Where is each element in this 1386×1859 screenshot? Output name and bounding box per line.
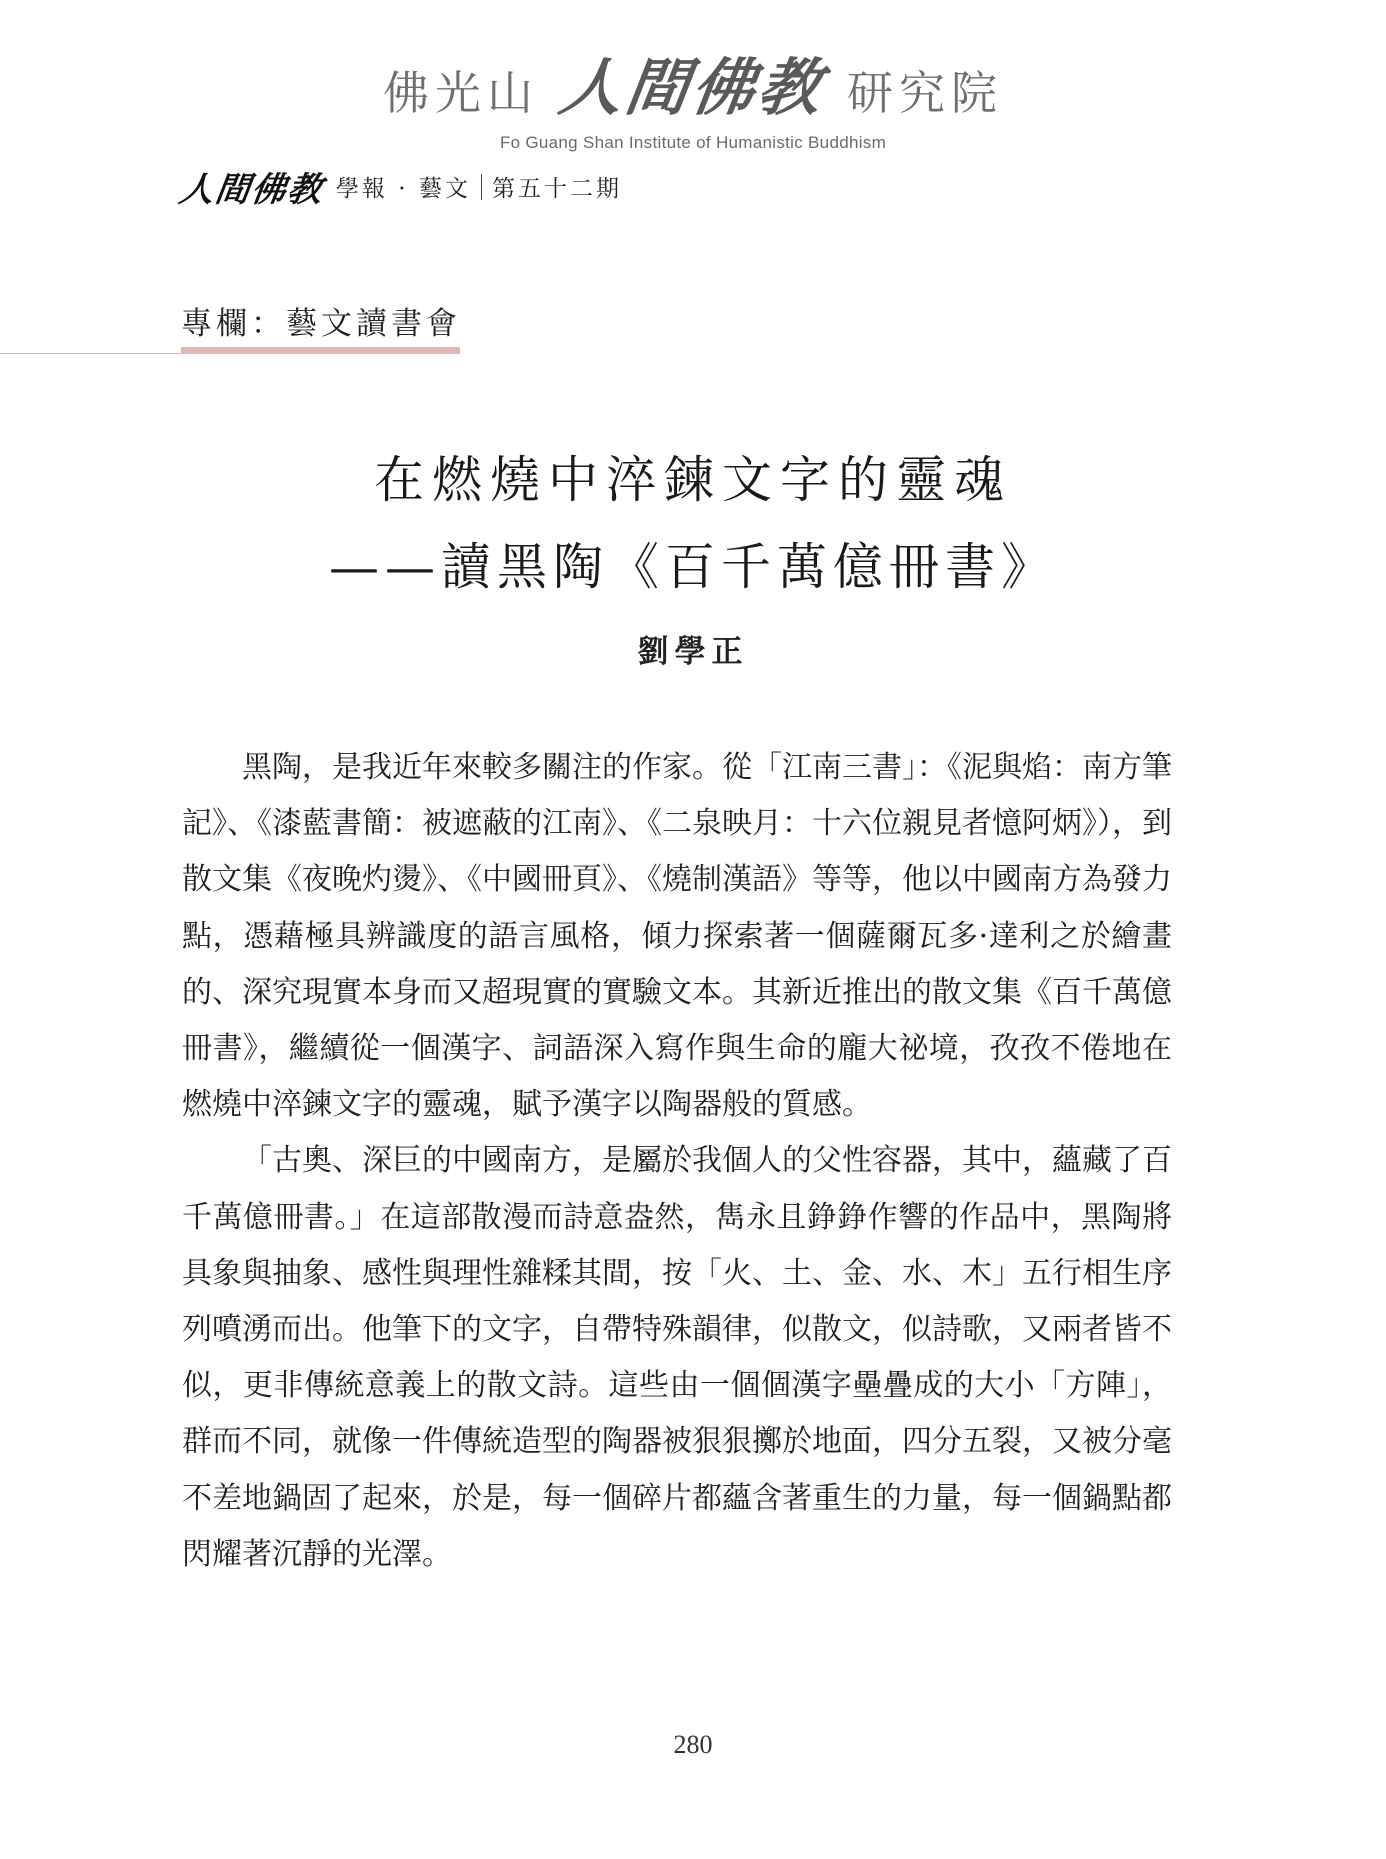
- running-head-divider: [481, 174, 482, 200]
- institute-name: [383, 38, 1003, 127]
- page-number: 280: [673, 1730, 713, 1759]
- body-paragraph: 黑陶，是我近年來較多關注的作家。從「江南三書」：《泥與焰：南方筆記》、《漆藍書簡：被遮蔽的江南》、《二泉映月：十六位親見者憶阿炳》），到散文集《夜晚灼燙》、《中國冊頁》、《燒制漢語》等等，他以中國南方為發力點，憑藉極具辨識度的語言風格，傾力探索著一個薩爾瓦多·達利之於繪畫的、深究現實本身而又超現實的實驗文本。其新近推出的散文集《百千萬億冊書》，繼續從一個漢字、詞語深入寫作與生命的龐大祕境，孜孜不倦地在燃燒中淬鍊文字的靈魂，賦予漢字以陶器般的質感。: [182, 750, 1172, 1123]
- body-paragraph: 「古奧、深巨的中國南方，是屬於我個人的父性容器，其中，蘊藏了百千萬億冊書。」在這部散漫而詩意盎然，雋永且錚錚作響的作品中，黑陶將具象與抽象、感性與理性雜糅其間，按「火、土、金、水、木」五行相生序列噴湧而出。他筆下的文字，自帶特殊韻律，似散文，似詩歌，又兩者皆不似，更非傳統意義上的散文詩。這些由一個個漢字壘疊成的大小「方陣」，群而不同，就像一件傳統造型的陶器被狠狠擲於地面，四分五裂，又被分毫不差地鍋固了起來，於是，每一個碎片都蘊含著重生的力量，每一個鍋點都閃耀著沉靜的光澤。: [182, 1143, 1172, 1572]
- running-head: [176, 162, 622, 211]
- column-label: 專欄：藝文讀書會: [181, 306, 461, 342]
- institute-name-calligraphy: 人間佛教: [555, 51, 830, 124]
- journal-section: 學報 · 藝文: [336, 176, 471, 202]
- article-subtitle: ——讀黑陶《百千萬億冊書》: [329, 538, 1057, 596]
- journal-logo: 人間佛教: [176, 170, 327, 210]
- column-underline-accent: [181, 347, 460, 354]
- article-body: [182, 740, 1172, 1583]
- institute-english-name: Fo Guang Shan Institute of Humanistic Buddhism: [499, 133, 887, 152]
- institute-name-suffix: 研究院: [847, 66, 1003, 120]
- article-author: 劉學正: [637, 634, 749, 670]
- journal-issue: 第五十二期: [491, 176, 622, 202]
- institute-header: [0, 38, 1386, 153]
- article-title: 在燃燒中淬鍊文字的靈魂: [374, 451, 1012, 509]
- institute-name-prefix: 佛光山: [382, 66, 539, 120]
